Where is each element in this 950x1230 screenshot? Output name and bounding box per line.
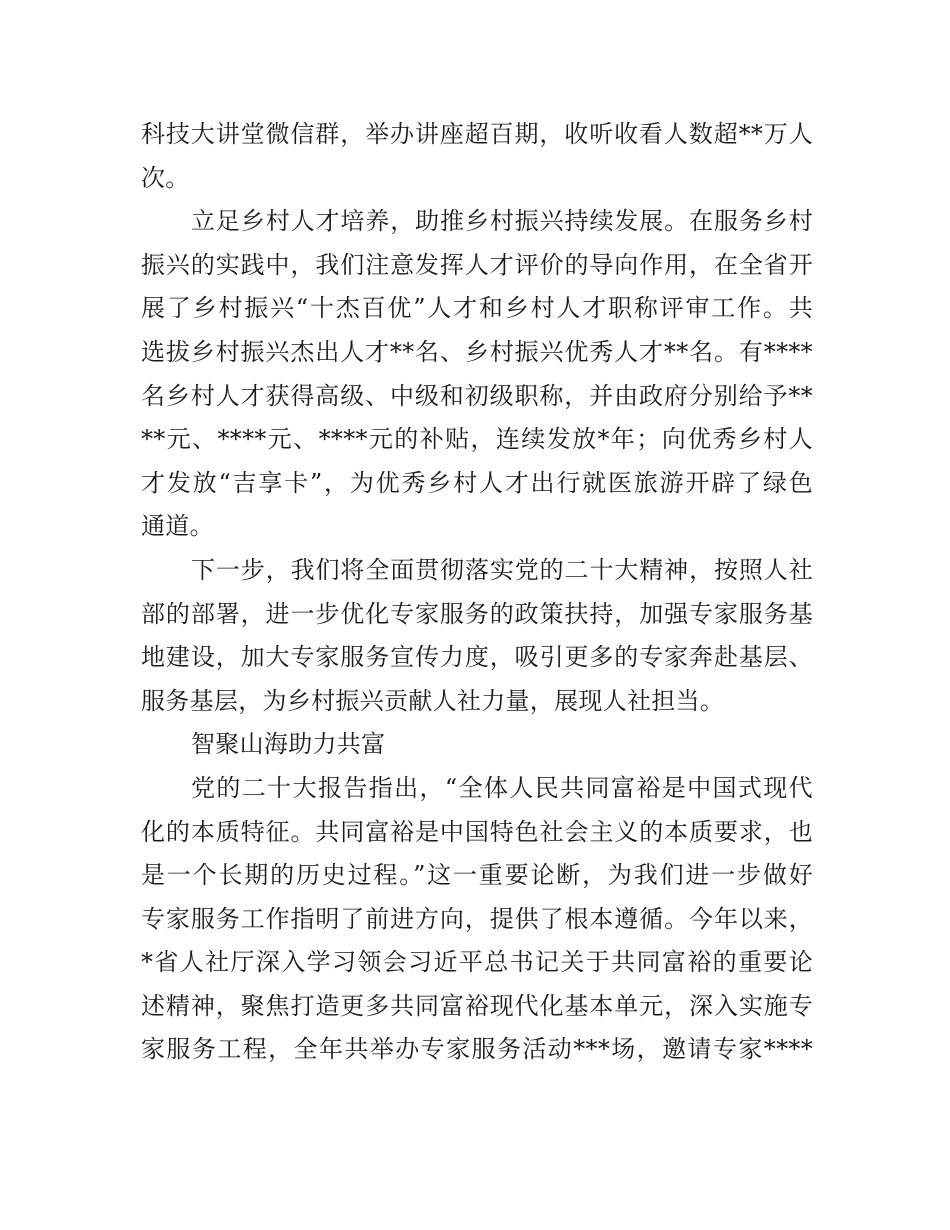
text-line: 化的本质特征。共同富裕是中国特色社会主义的本质要求，也 <box>141 817 813 846</box>
text-line: 地建设，加大专家服务宣传力度，吸引更多的专家奔赴基层、 <box>141 643 813 672</box>
text-line: 次。 <box>141 163 190 192</box>
text-line: 才发放“吉享卡”，为优秀乡村人才出行就医旅游开辟了绿色 <box>141 468 813 497</box>
text-line: 专家服务工作指明了前进方向，提供了根本遵循。今年以来， <box>141 904 813 933</box>
text-line: **元、****元、****元的补贴，连续发放*年；向优秀乡村人 <box>141 425 813 454</box>
text-line: 展了乡村振兴“十杰百优”人才和乡村人才职称评审工作。共 <box>141 294 813 323</box>
text-line: 振兴的实践中，我们注意发挥人才评价的导向作用，在全省开 <box>141 250 813 279</box>
document-body <box>141 113 813 1072</box>
text-line: 选拔乡村振兴杰出人才**名、乡村振兴优秀人才**名。有**** <box>141 337 813 366</box>
text-line: 述精神，聚焦打造更多共同富裕现代化基本单元，深入实施专 <box>141 991 813 1020</box>
text-line: 通道。 <box>141 512 214 541</box>
paragraph-first-line: 党的二十大报告指出，“全体人民共同富裕是中国式现代 <box>191 773 813 802</box>
paragraph-first-line: 立足乡村人才培养，助推乡村振兴持续发展。在服务乡村 <box>191 207 813 236</box>
text-line: 部的部署，进一步优化专家服务的政策扶持，加强专家服务基 <box>141 599 813 628</box>
section-heading: 智聚山海助力共富 <box>191 730 386 759</box>
paragraph-first-line: 下一步，我们将全面贯彻落实党的二十大精神，按照人社 <box>191 555 813 584</box>
text-line: *省人社厅深入学习领会习近平总书记关于共同富裕的重要论 <box>141 948 813 977</box>
text-line: 名乡村人才获得高级、中级和初级职称，并由政府分别给予** <box>141 381 813 410</box>
text-line: 是一个长期的历史过程。”这一重要论断，为我们进一步做好 <box>141 861 813 890</box>
text-line: 家服务工程，全年共举办专家服务活动***场，邀请专家**** <box>141 1035 813 1064</box>
text-line: 服务基层，为乡村振兴贡献人社力量，展现人社担当。 <box>141 686 725 715</box>
text-line: 科技大讲堂微信群，举办讲座超百期，收听收看人数超**万人 <box>141 120 813 148</box>
